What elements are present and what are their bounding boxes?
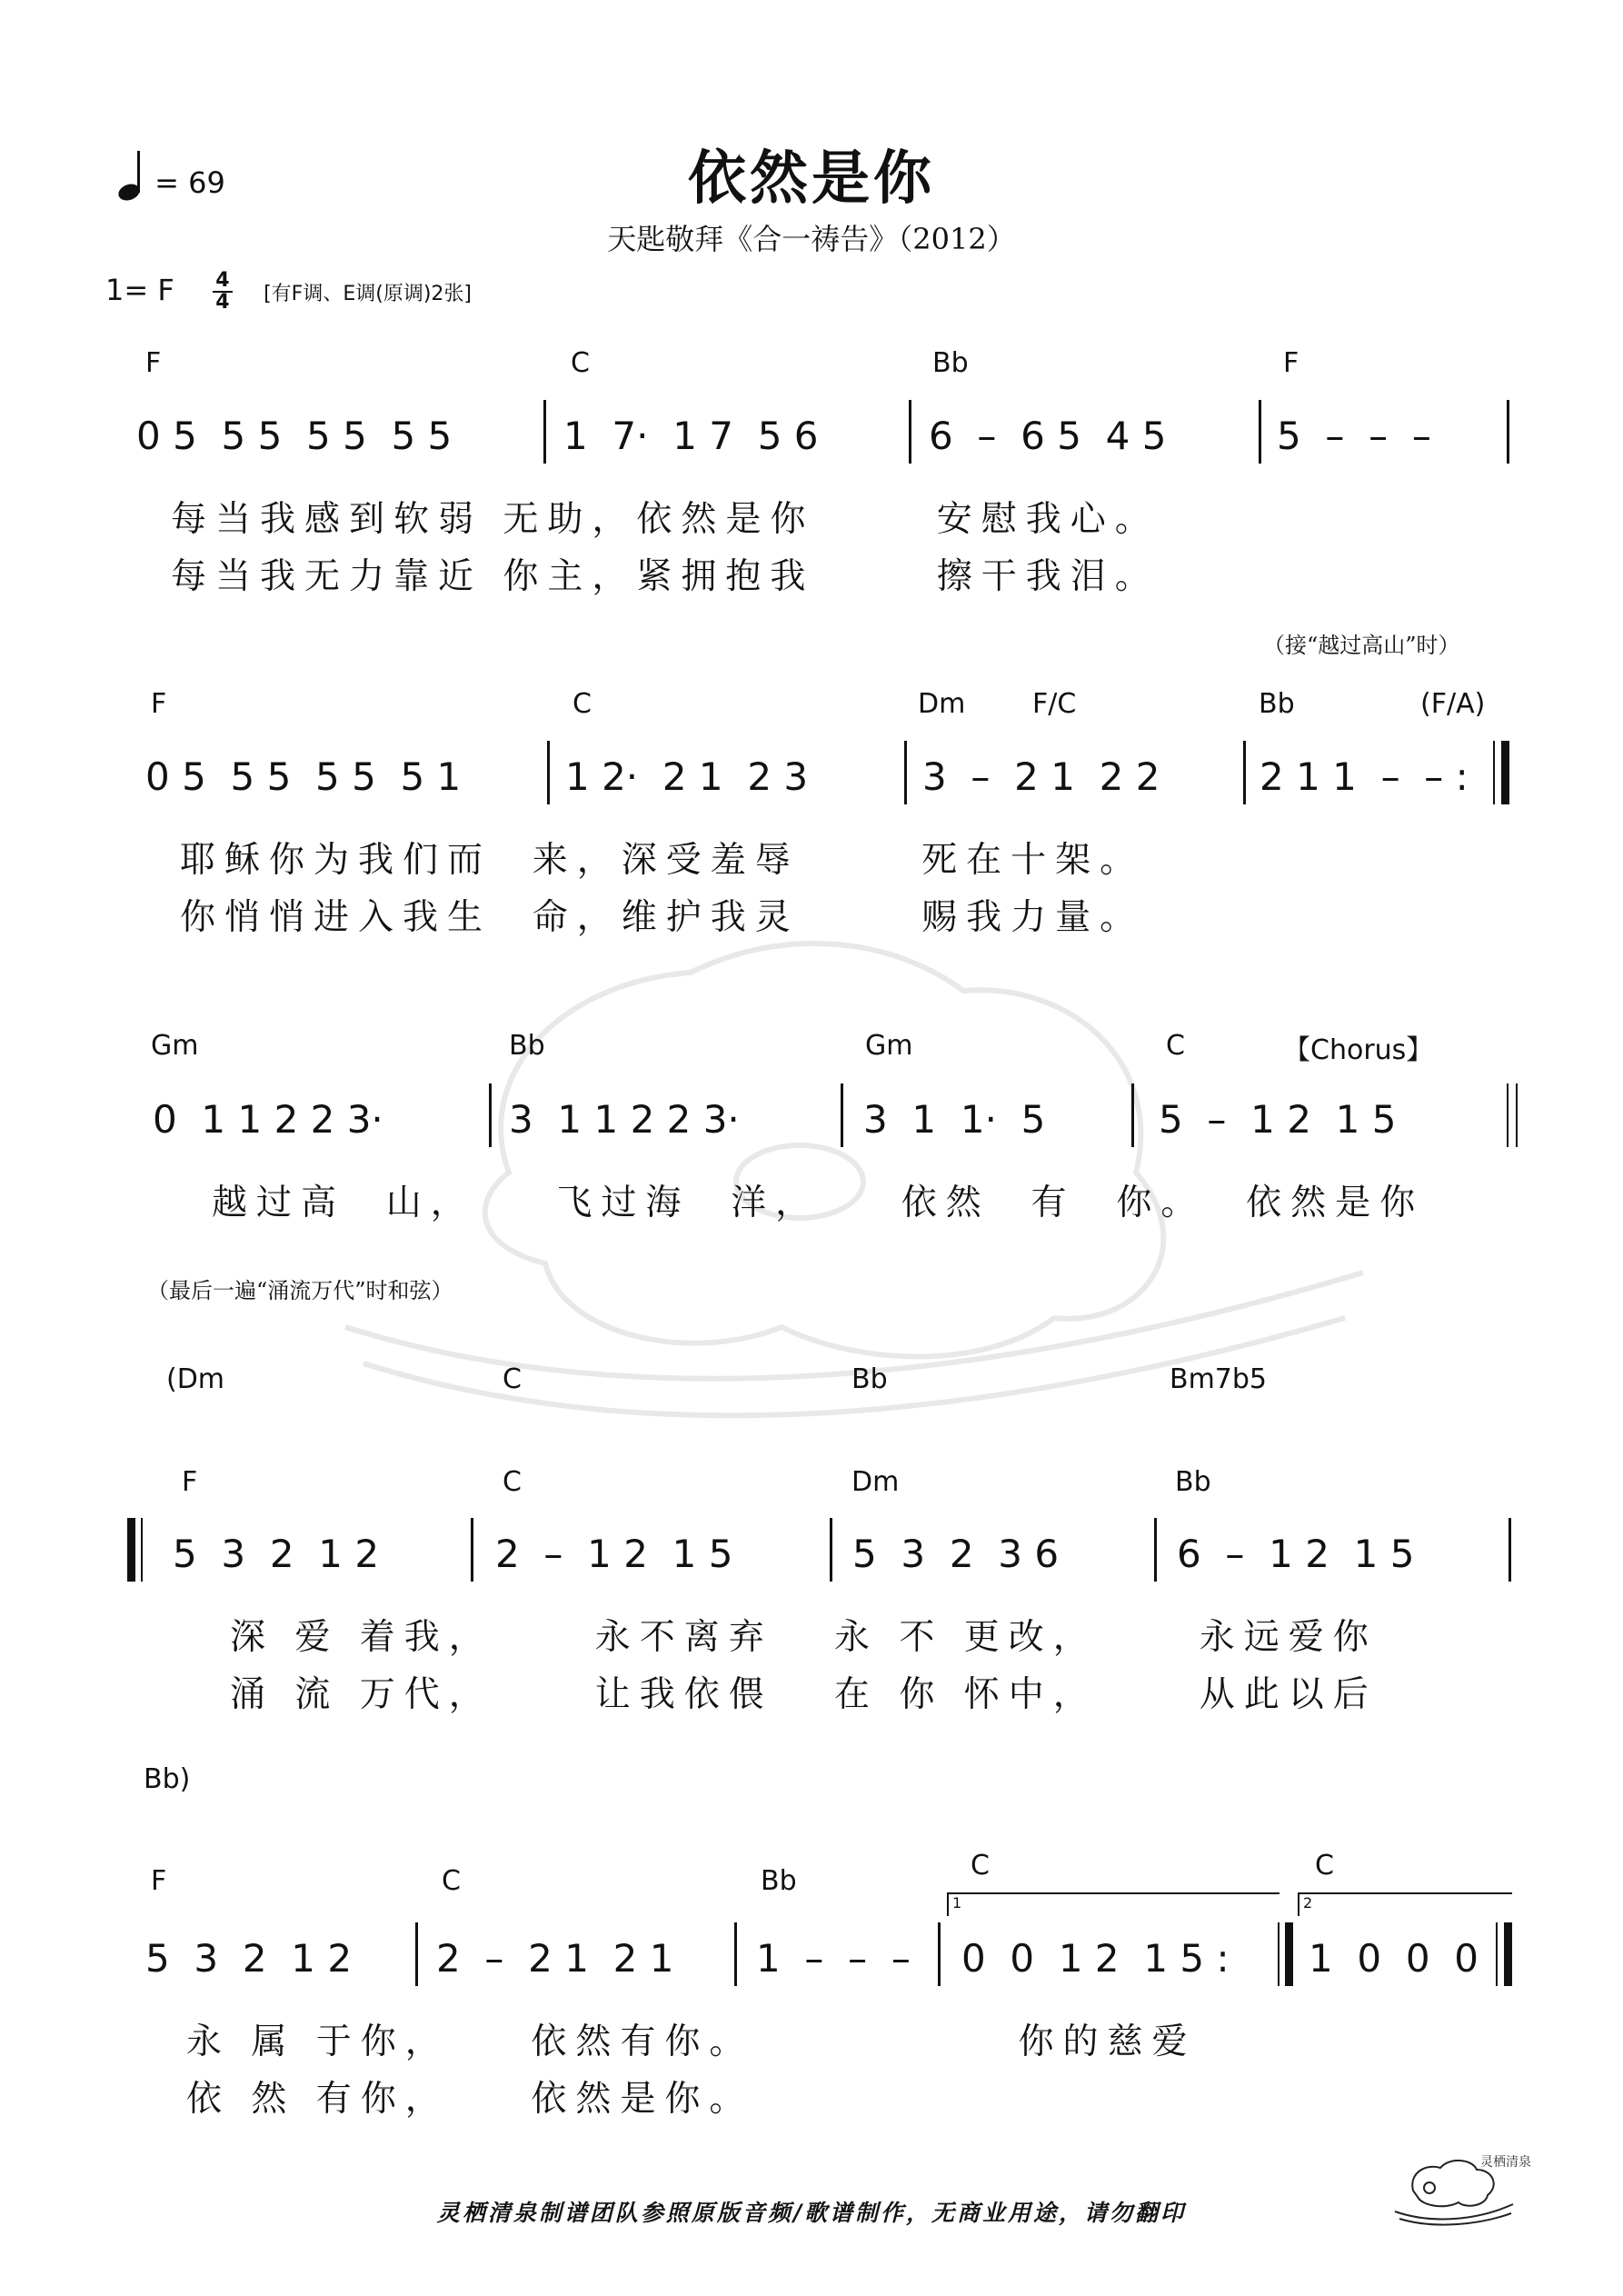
chord: Bb xyxy=(509,1030,545,1062)
barline xyxy=(415,1922,418,1986)
lyric-verse-1: 永 属 于你， 依然有你。 你的慈爱 xyxy=(186,2021,1197,2062)
measure-notes: 1 – – – xyxy=(756,1936,911,1981)
sheep-logo-icon xyxy=(1386,2141,1531,2227)
performance-remark: （接“越过高山”时） xyxy=(1263,633,1460,658)
chord: Gm xyxy=(865,1030,913,1062)
tempo-value: = 69 xyxy=(154,165,225,200)
barline xyxy=(1493,741,1495,804)
barline xyxy=(1259,400,1261,464)
measure-notes: 6 – 1 2 1 5 xyxy=(1177,1532,1415,1576)
lyric-verse-2: 每当我无力靠近 你主，紧拥抱我 擦干我泪。 xyxy=(171,556,1160,597)
chord: C xyxy=(1315,1850,1334,1882)
lyric-verse-1: 深 爱 着我， 永不离弃 永 不 更改， 永远爱你 xyxy=(230,1617,1378,1658)
repeat-end-barline xyxy=(1285,1922,1293,1986)
alt-chord: (Dm xyxy=(166,1363,225,1395)
chord: C xyxy=(571,347,590,379)
barline xyxy=(547,741,550,804)
lyric-verse-1: 耶稣你为我们而 来，深受羞辱 死在十架。 xyxy=(180,840,1145,881)
alt-chord: C xyxy=(503,1363,522,1395)
time-top: 4 xyxy=(215,269,230,292)
chord: Bb xyxy=(1175,1466,1211,1498)
chord: (F/A) xyxy=(1420,688,1486,720)
key-label: 1= F xyxy=(105,273,174,307)
alt-chord: Bm7b5 xyxy=(1170,1363,1268,1395)
barline xyxy=(141,1518,143,1582)
measure-notes: 1 0 0 0 xyxy=(1309,1936,1479,1981)
barline xyxy=(904,741,907,804)
key-signature-line xyxy=(105,271,472,313)
barline xyxy=(1278,1922,1279,1986)
song-subtitle: 天匙敬拜《合一祷告》（2012） xyxy=(607,222,1016,256)
chorus-label: 【Chorus】 xyxy=(1283,1034,1434,1066)
measure-notes: 5 3 2 1 2 xyxy=(173,1532,380,1576)
lyric-verse-2: 依 然 有你， 依然是你。 xyxy=(186,2079,754,2120)
chord: Dm xyxy=(918,688,966,720)
lyric-chorus: 越过高 山， 飞过海 洋， 依然 有 你。 依然是你 xyxy=(212,1183,1425,1223)
chord: C xyxy=(442,1865,461,1897)
barline xyxy=(1508,1518,1511,1582)
barline xyxy=(1507,400,1509,464)
measure-notes: 3 – 2 1 2 2 xyxy=(922,754,1160,799)
alt-chord: Bb) xyxy=(144,1763,191,1795)
barline xyxy=(909,400,911,464)
measure-notes: 5 – 1 2 1 5 xyxy=(1159,1097,1397,1142)
measure-notes: 5 3 2 3 6 xyxy=(852,1532,1060,1576)
measure-notes: 0 5 5 5 5 5 5 5 xyxy=(136,414,453,458)
time-signature xyxy=(213,271,233,313)
volta-bracket-2 xyxy=(1298,1892,1512,1916)
key-note: [有F调、E调(原调)2张] xyxy=(264,283,472,305)
measure-notes: 5 3 2 1 2 xyxy=(145,1936,353,1981)
barline xyxy=(543,400,546,464)
measure-notes: 1 7· 1 7 5 6 xyxy=(563,414,819,458)
logo-text: 灵栖清泉 xyxy=(1480,2155,1531,2170)
chord: C xyxy=(971,1850,990,1882)
measure-notes: 5 – – – xyxy=(1277,414,1431,458)
measure-notes: 1 2· 2 1 2 3 xyxy=(565,754,809,799)
double-barline xyxy=(1516,1083,1518,1147)
measure-notes: 3 1 1· 5 xyxy=(863,1097,1046,1142)
chord: F xyxy=(145,347,162,379)
chord: Gm xyxy=(151,1030,199,1062)
chord: F xyxy=(182,1466,198,1498)
chord: Bb xyxy=(1259,688,1295,720)
barline xyxy=(938,1922,941,1986)
barline xyxy=(734,1922,737,1986)
alt-chord: Bb xyxy=(851,1363,888,1395)
chord: C xyxy=(503,1466,522,1498)
lyric-verse-2: 你悄悄进入我生 命，维护我灵 赐我力量。 xyxy=(180,897,1145,938)
barline xyxy=(1496,1922,1498,1986)
measure-notes: 0 1 1 2 2 3· xyxy=(153,1097,383,1142)
chord: F/C xyxy=(1032,688,1077,720)
lyric-verse-1: 每当我感到软弱 无助，依然是你 安慰我心。 xyxy=(171,499,1160,540)
barline xyxy=(1154,1518,1157,1582)
measure-notes: 0 5 5 5 5 5 5 1 xyxy=(145,754,462,799)
repeat-end-barline xyxy=(1501,741,1509,804)
measure-notes: 6 – 6 5 4 5 xyxy=(929,414,1167,458)
chord: F xyxy=(151,688,167,720)
barline xyxy=(1507,1083,1508,1147)
chord: Bb xyxy=(932,347,969,379)
lyric-verse-2: 涌 流 万代， 让我依偎 在 你 怀中， 从此以后 xyxy=(230,1674,1378,1715)
barline xyxy=(1243,741,1246,804)
chord: C xyxy=(1166,1030,1185,1062)
performance-remark: （最后一遍“涌流万代”时和弦） xyxy=(147,1278,453,1303)
barline xyxy=(841,1083,843,1147)
footer-notice: 灵栖清泉制谱团队参照原版音频/歌谱制作，无商业用途，请勿翻印 xyxy=(436,2200,1187,2226)
volta-number: 1 xyxy=(952,1894,962,1912)
measure-notes: 2 1 1 – – : xyxy=(1260,754,1469,799)
repeat-start-barline xyxy=(127,1518,135,1582)
measure-notes: 3 1 1 2 2 3· xyxy=(509,1097,740,1142)
chord: F xyxy=(151,1865,167,1897)
measure-notes: 2 – 2 1 2 1 xyxy=(436,1936,674,1981)
chord: F xyxy=(1283,347,1299,379)
barline xyxy=(1131,1083,1134,1147)
volta-bracket-1 xyxy=(947,1892,1279,1916)
final-barline xyxy=(1504,1922,1512,1986)
volta-number: 2 xyxy=(1303,1894,1313,1912)
barline xyxy=(489,1083,492,1147)
time-bottom: 4 xyxy=(215,291,230,314)
measure-notes: 2 – 1 2 1 5 xyxy=(495,1532,733,1576)
chord: C xyxy=(573,688,592,720)
barline xyxy=(471,1518,473,1582)
measure-notes: 0 0 1 2 1 5 : xyxy=(961,1936,1230,1981)
chord: Dm xyxy=(851,1466,900,1498)
chord: Bb xyxy=(761,1865,797,1897)
song-title: 依然是你 xyxy=(688,145,935,213)
barline xyxy=(830,1518,832,1582)
